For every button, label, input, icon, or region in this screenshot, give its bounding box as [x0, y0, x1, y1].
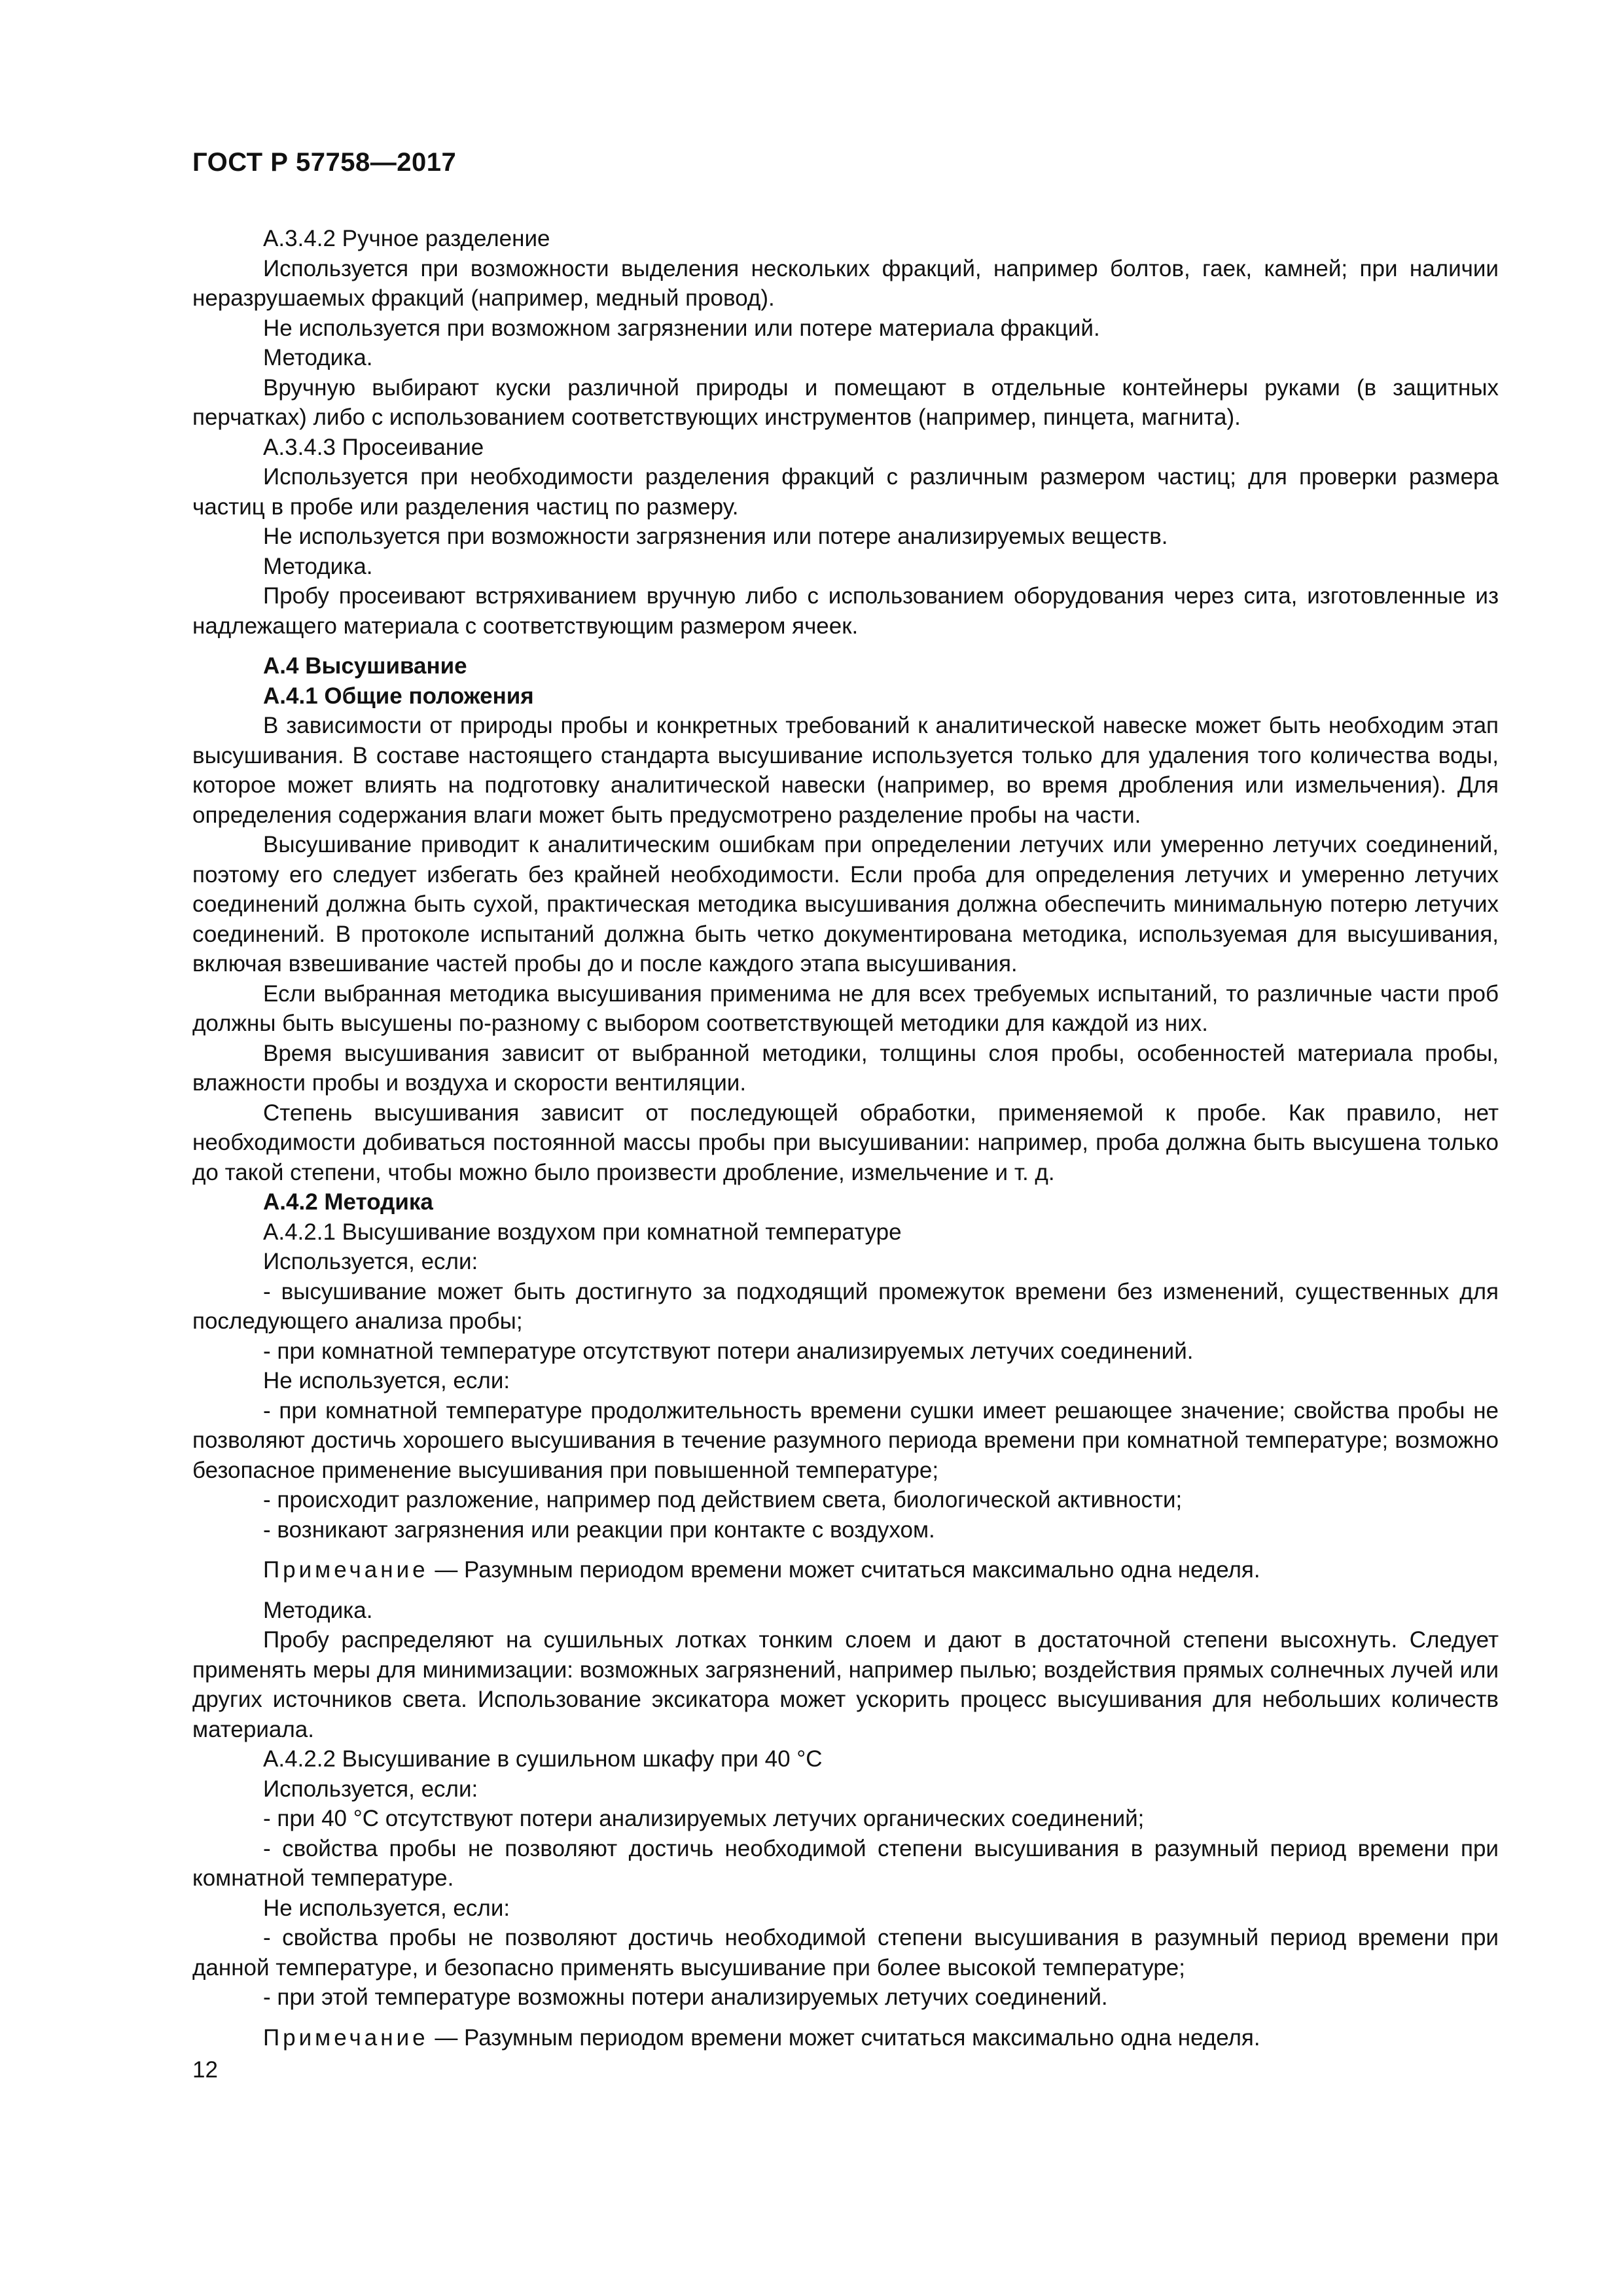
list-item: - при комнатной температуре продолжительность времени сушки имеет решающее значение; свойства пробы не позволяют достичь хорошего высушивания в течение разумного периода времени при комнатной температуре; возможно безопасное применение высушивания при повышенной температуре; [192, 1397, 1499, 1483]
page-number: 12 [192, 2057, 218, 2083]
paragraph: Не используется при возможном загрязнении или потере материала фракций. [263, 315, 1100, 341]
note [192, 1555, 1499, 1585]
clause-heading-a422: А.4.2.2 Высушивание в сушильном шкафу при 40 °С [263, 1746, 823, 1772]
paragraph: Методика. [263, 345, 373, 370]
paragraph: Не используется при возможности загрязнения или потере анализируемых веществ. [263, 524, 1168, 549]
paragraph: Высушивание приводит к аналитическим ошибкам при определении летучих или умеренно летучих соединений, поэтому его следует избегать без крайней необходимости. Если проба для определения летучих и умеренно летучих соединений должна быть сухой, практическая методика высушивания должна обеспечить минимальную потерю летучих соединений. В протоколе испытаний должна быть четко документирована методика, используемая для высушивания, включая взвешивание частей пробы до и после каждого этапа высушивания. [192, 832, 1499, 977]
paragraph: Если выбранная методика высушивания применима не для всех требуемых испытаний, то различные части проб должны быть высушены по-разному с выбором соответствующей методики для каждой из них. [192, 980, 1499, 1036]
paragraph: Используется, если: [263, 1776, 478, 1802]
paragraph: Пробу распределяют на сушильных лотках тонким слоем и дают в достаточной степени высохнуть. Следует применять меры для минимизации: возможных загрязнений, например пылью; воздействия прямых солнечных лучей или других источников света. Использование эксикатора может ускорить процесс высушивания для небольших количеств материала. [192, 1627, 1499, 1742]
paragraph: Вручную выбирают куски различной природы и помещают в отдельные контейнеры руками (в защитных перчатках) либо с использованием соответствующих инструментов (например, пинцета, магнита). [192, 374, 1499, 430]
section-heading-a41: А.4.1 Общие положения [263, 683, 534, 709]
paragraph: Используется, если: [263, 1249, 478, 1274]
paragraph: Используется при необходимости разделения фракций с различным размером частиц; для проверки размера частиц в пробе или разделения частиц по размеру. [192, 464, 1499, 520]
paragraph: Не используется, если: [263, 1368, 510, 1393]
section-heading-a42: А.4.2 Методика [263, 1189, 433, 1215]
paragraph: Используется при возможности выделения нескольких фракций, например болтов, гаек, камней; при наличии неразрушаемых фракций (например, медный провод). [192, 255, 1499, 311]
list-item: - высушивание может быть достигнуто за подходящий промежуток времени без изменений, существенных для последующего анализа пробы; [192, 1278, 1499, 1334]
list-item: - свойства пробы не позволяют достичь необходимой степени высушивания в разумный период времени при комнатной температуре. [192, 1835, 1499, 1891]
clause-heading-a342: А.3.4.2 Ручное разделение [263, 226, 550, 251]
list-item: - при этой температуре возможны потери анализируемых летучих соединений. [263, 1984, 1108, 2010]
note-label: Примечание [263, 1557, 429, 1583]
page-content [192, 224, 1499, 2053]
note [192, 2023, 1499, 2053]
note-label: Примечание [263, 2024, 429, 2051]
paragraph: В зависимости от природы пробы и конкретных требований к аналитической навеске может быть необходим этап высушивания. В составе настоящего стандарта высушивание используется только для удаления того количества воды, которое может влиять на подготовку аналитической навески (например, во время дробления или измельчения). Для определения содержания влаги может быть предусмотрено разделение пробы на части. [192, 713, 1499, 828]
list-item: - свойства пробы не позволяют достичь необходимой степени высушивания в разумный период времени при данной температуре, и безопасно применять высушивание при более высокой температуре; [192, 1925, 1499, 1981]
paragraph: Методика. [263, 553, 373, 579]
note-text: — Разумным периодом времени может считаться максимально одна неделя. [428, 2024, 1260, 2051]
paragraph: Степень высушивания зависит от последующей обработки, применяемой к пробе. Как правило, нет необходимости добиваться постоянной массы пробы при высушивании: например, проба должна быть высушена только до такой степени, чтобы можно было произвести дробление, измельчение и т. д. [192, 1100, 1499, 1185]
clause-heading-a343: А.3.4.3 Просеивание [263, 434, 484, 460]
paragraph: Пробу просеивают встряхиванием вручную либо с использованием оборудования через сита, изготовленные из надлежащего материала с соответствующим размером ячеек. [192, 583, 1499, 639]
standard-designation: ГОСТ Р 57758—2017 [192, 148, 457, 177]
paragraph: Время высушивания зависит от выбранной методики, толщины слоя пробы, особенностей материала пробы, влажности пробы и воздуха и скорости вентиляции. [192, 1040, 1499, 1096]
list-item: - при 40 °С отсутствуют потери анализируемых летучих органических соединений; [263, 1806, 1145, 1831]
note-text: — Разумным периодом времени может считаться максимально одна неделя. [428, 1557, 1260, 1583]
list-item: - возникают загрязнения или реакции при контакте с воздухом. [263, 1516, 935, 1543]
clause-heading-a421: А.4.2.1 Высушивание воздухом при комнатной температуре [263, 1219, 902, 1245]
list-item: - происходит разложение, например под действием света, биологической активности; [263, 1487, 1183, 1513]
paragraph: Методика. [263, 1597, 373, 1623]
paragraph: Не используется, если: [263, 1895, 510, 1921]
section-heading-a4: А.4 Высушивание [263, 653, 467, 679]
list-item: - при комнатной температуре отсутствуют потери анализируемых летучих соединений. [263, 1338, 1194, 1364]
